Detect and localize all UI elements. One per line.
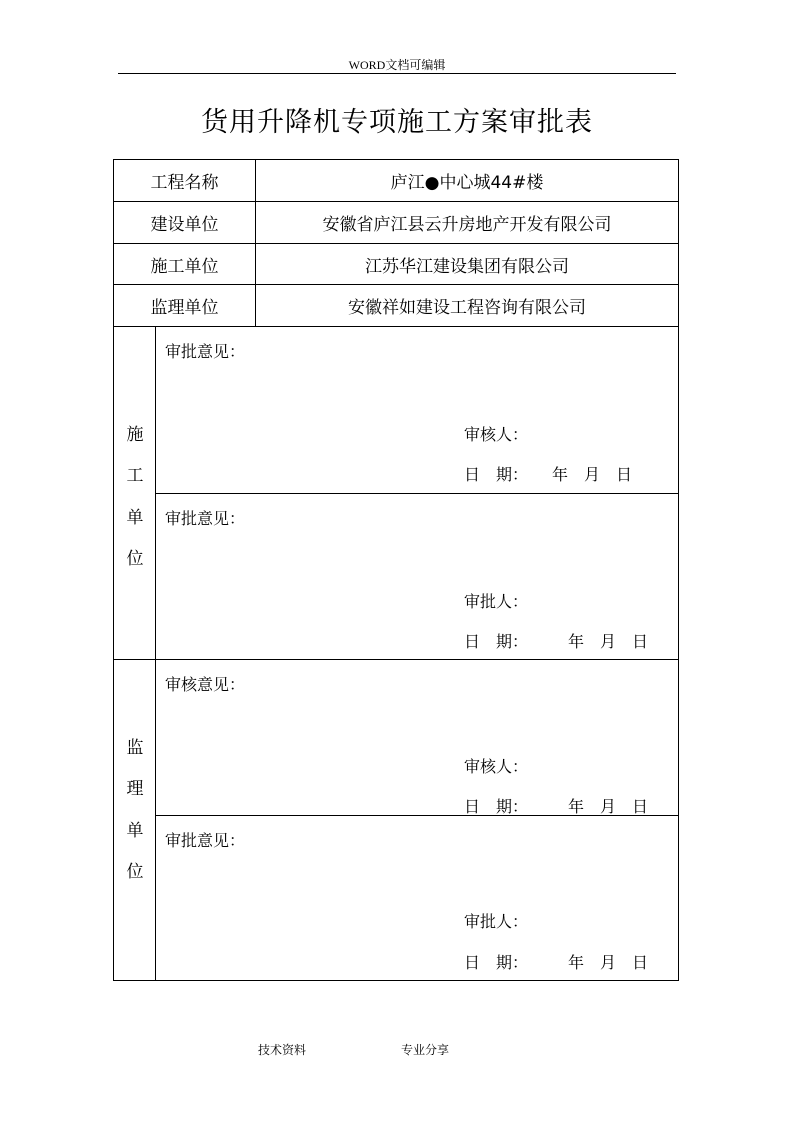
page-header: WORD文档可编辑	[348, 58, 446, 72]
date-line: 日 期： 年 月 日	[464, 953, 649, 972]
opinion-label: 审批意见：	[165, 342, 246, 361]
supervision-review-box	[156, 660, 678, 816]
contractor-value: 江苏华江建设集团有限公司	[365, 256, 569, 277]
label-char: 理	[126, 779, 144, 799]
project-name-label: 工程名称	[114, 160, 256, 201]
supervision-section	[114, 660, 678, 980]
owner-value: 安徽省庐江县云升房地产开发有限公司	[322, 215, 612, 235]
label-char: 位	[126, 549, 144, 569]
label-char: 监	[126, 738, 144, 758]
row-supervisor	[114, 285, 678, 327]
construction-review-box	[156, 327, 678, 494]
label-char: 单	[126, 508, 144, 528]
label-char: 施	[126, 425, 144, 445]
label-char: 工	[126, 466, 144, 486]
construction-approval-box	[156, 494, 678, 660]
label-char: 位	[126, 862, 144, 882]
reviewer-label: 审核人：	[464, 425, 529, 444]
supervision-approval-box	[156, 816, 678, 980]
document-title: 货用升降机专项施工方案审批表	[201, 107, 593, 138]
row-project-name	[114, 160, 678, 202]
supervision-vertical-label	[114, 660, 156, 980]
contractor-label: 施工单位	[114, 244, 256, 284]
construction-vertical-label	[114, 327, 156, 659]
label-char: 单	[126, 821, 144, 841]
project-name-value: 庐江●中心城44#楼	[390, 173, 544, 193]
date-line: 日 期： 年 月 日	[464, 465, 633, 484]
date-line: 日 期： 年 月 日	[464, 797, 649, 816]
opinion-label: 审批意见：	[165, 509, 246, 528]
opinion-label: 审核意见：	[165, 675, 246, 694]
row-contractor	[114, 244, 678, 285]
footer-right-text: 专业分享	[401, 1043, 450, 1057]
supervisor-value: 安徽祥如建设工程咨询有限公司	[348, 298, 586, 318]
approver-label: 审批人：	[464, 912, 529, 931]
approval-form	[113, 159, 679, 981]
supervisor-label: 监理单位	[114, 285, 256, 326]
approver-label: 审批人：	[464, 592, 529, 611]
row-owner	[114, 202, 678, 244]
owner-label: 建设单位	[114, 202, 256, 243]
header-rule	[118, 73, 676, 74]
opinion-label: 审批意见：	[165, 831, 246, 850]
date-line: 日 期： 年 月 日	[464, 632, 649, 651]
footer-left-text: 技术资料	[258, 1043, 307, 1057]
reviewer-label: 审核人：	[464, 757, 529, 776]
construction-section	[114, 327, 678, 660]
